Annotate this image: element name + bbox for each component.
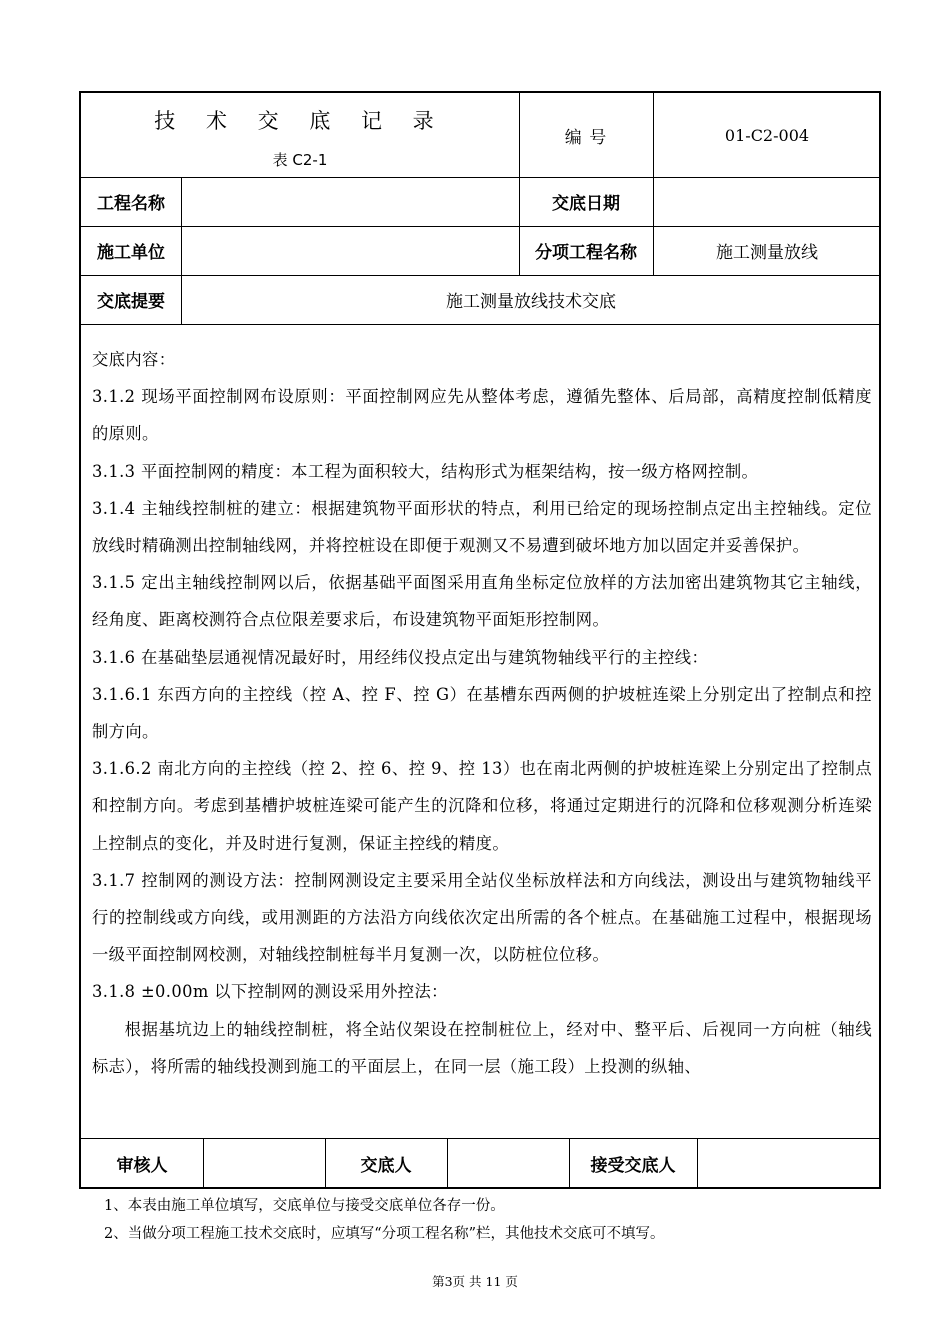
form-notes [104, 1192, 665, 1248]
construction-unit-value [181, 226, 519, 275]
content-paragraph: 3.1.4 主轴线控制桩的建立：根据建筑物平面形状的特点，利用已给定的现场控制点定出主控轴线。定位放线时精确测出控制轴线网，并将控桩设在即便于观测又不易遭到破坏地方加以固定并妥善保护。 [92, 498, 872, 556]
form-number: 表 C2-1 [272, 151, 328, 169]
content-paragraph: 3.1.7 控制网的测设方法：控制网测设定主要采用全站仪坐标放样法和方向线法，测设出与建筑物轴线平行的控制线或方向线，或用测距的方法沿方向线依次定出所需的各个桩点。在基础施工过程中，根据现场一级平面控制网校测，对轴线控制桩每半月复测一次，以防桩位位移。 [92, 870, 872, 965]
content-paragraph: 3.1.6.1 东西方向的主控线（控 A、控 F、控 G）在基槽东西两侧的护坡桩连梁上分别定出了控制点和控制方向。 [92, 684, 872, 742]
disclosure-content [92, 341, 872, 1085]
reviewer-label: 审核人 [116, 1156, 168, 1176]
reviewer-value [203, 1138, 325, 1189]
receiver-label: 接受交底人 [590, 1156, 676, 1176]
page-number: 第3页 共 11 页 [432, 1274, 518, 1289]
note-item: 2、当做分项工程施工技术交底时，应填写“分项工程名称”栏，其他技术交底可不填写。 [104, 1226, 665, 1242]
project-name-value [181, 177, 519, 226]
note-item: 1、本表由施工单位填写，交底单位与接受交底单位各存一份。 [104, 1198, 505, 1214]
project-name-label: 工程名称 [97, 194, 165, 214]
date-label: 交底日期 [552, 194, 620, 214]
number-value: 01-C2-004 [724, 125, 810, 145]
summary-value: 施工测量放线技术交底 [446, 292, 616, 312]
summary-label: 交底提要 [97, 292, 165, 312]
construction-unit-label: 施工单位 [97, 243, 165, 263]
content-paragraph: 3.1.6 在基础垫层通视情况最好时，用经纬仪投点定出与建筑物轴线平行的主控线： [92, 647, 709, 667]
number-label: 编 号 [564, 127, 608, 148]
content-paragraph: 3.1.8 ±0.00m 以下控制网的测设采用外控法： [92, 982, 448, 1002]
row-divider [81, 324, 879, 325]
content-paragraph: 根据基坑边上的轴线控制桩，将全站仪架设在控制桩位上，经对中、整平后、后视同一方向桩（轴线标志），将所需的轴线投测到施工的平面层上，在同一层（施工段）上投测的纵轴、 [92, 1019, 872, 1076]
receiver-value [697, 1138, 881, 1189]
discloser-value [447, 1138, 569, 1189]
content-heading: 交底内容： [92, 350, 176, 369]
sub-project-label: 分项工程名称 [535, 243, 637, 263]
sub-project-value: 施工测量放线 [716, 243, 818, 263]
form-title: 技 术 交 底 记 录 [154, 109, 446, 133]
discloser-label: 交底人 [360, 1156, 412, 1176]
content-paragraph: 3.1.3 平面控制网的精度：本工程为面积较大，结构形式为框架结构，按一级方格网控制。 [92, 461, 759, 481]
content-paragraph: 3.1.2 现场平面控制网布设原则：平面控制网应先从整体考虑，遵循先整体、后局部，高精度控制低精度的原则。 [92, 387, 872, 444]
content-paragraph: 3.1.6.2 南北方向的主控线（控 2、控 6、控 9、控 13）也在南北两侧的护坡桩连梁上分别定出了控制点和控制方向。考虑到基槽护坡桩连梁可能产生的沉降和位移，将通过定期进行的沉降和位移观测分析连梁上控制点的变化，并及时进行复测，保证主控线的精度。 [92, 759, 872, 853]
content-paragraph: 3.1.5 定出主轴线控制网以后，依据基础平面图采用直角坐标定位放样的方法加密出建筑物其它主轴线，经角度、距离校测符合点位限差要求后，布设建筑物平面矩形控制网。 [92, 573, 872, 630]
disclosure-form [79, 91, 881, 1189]
date-value [653, 177, 881, 226]
